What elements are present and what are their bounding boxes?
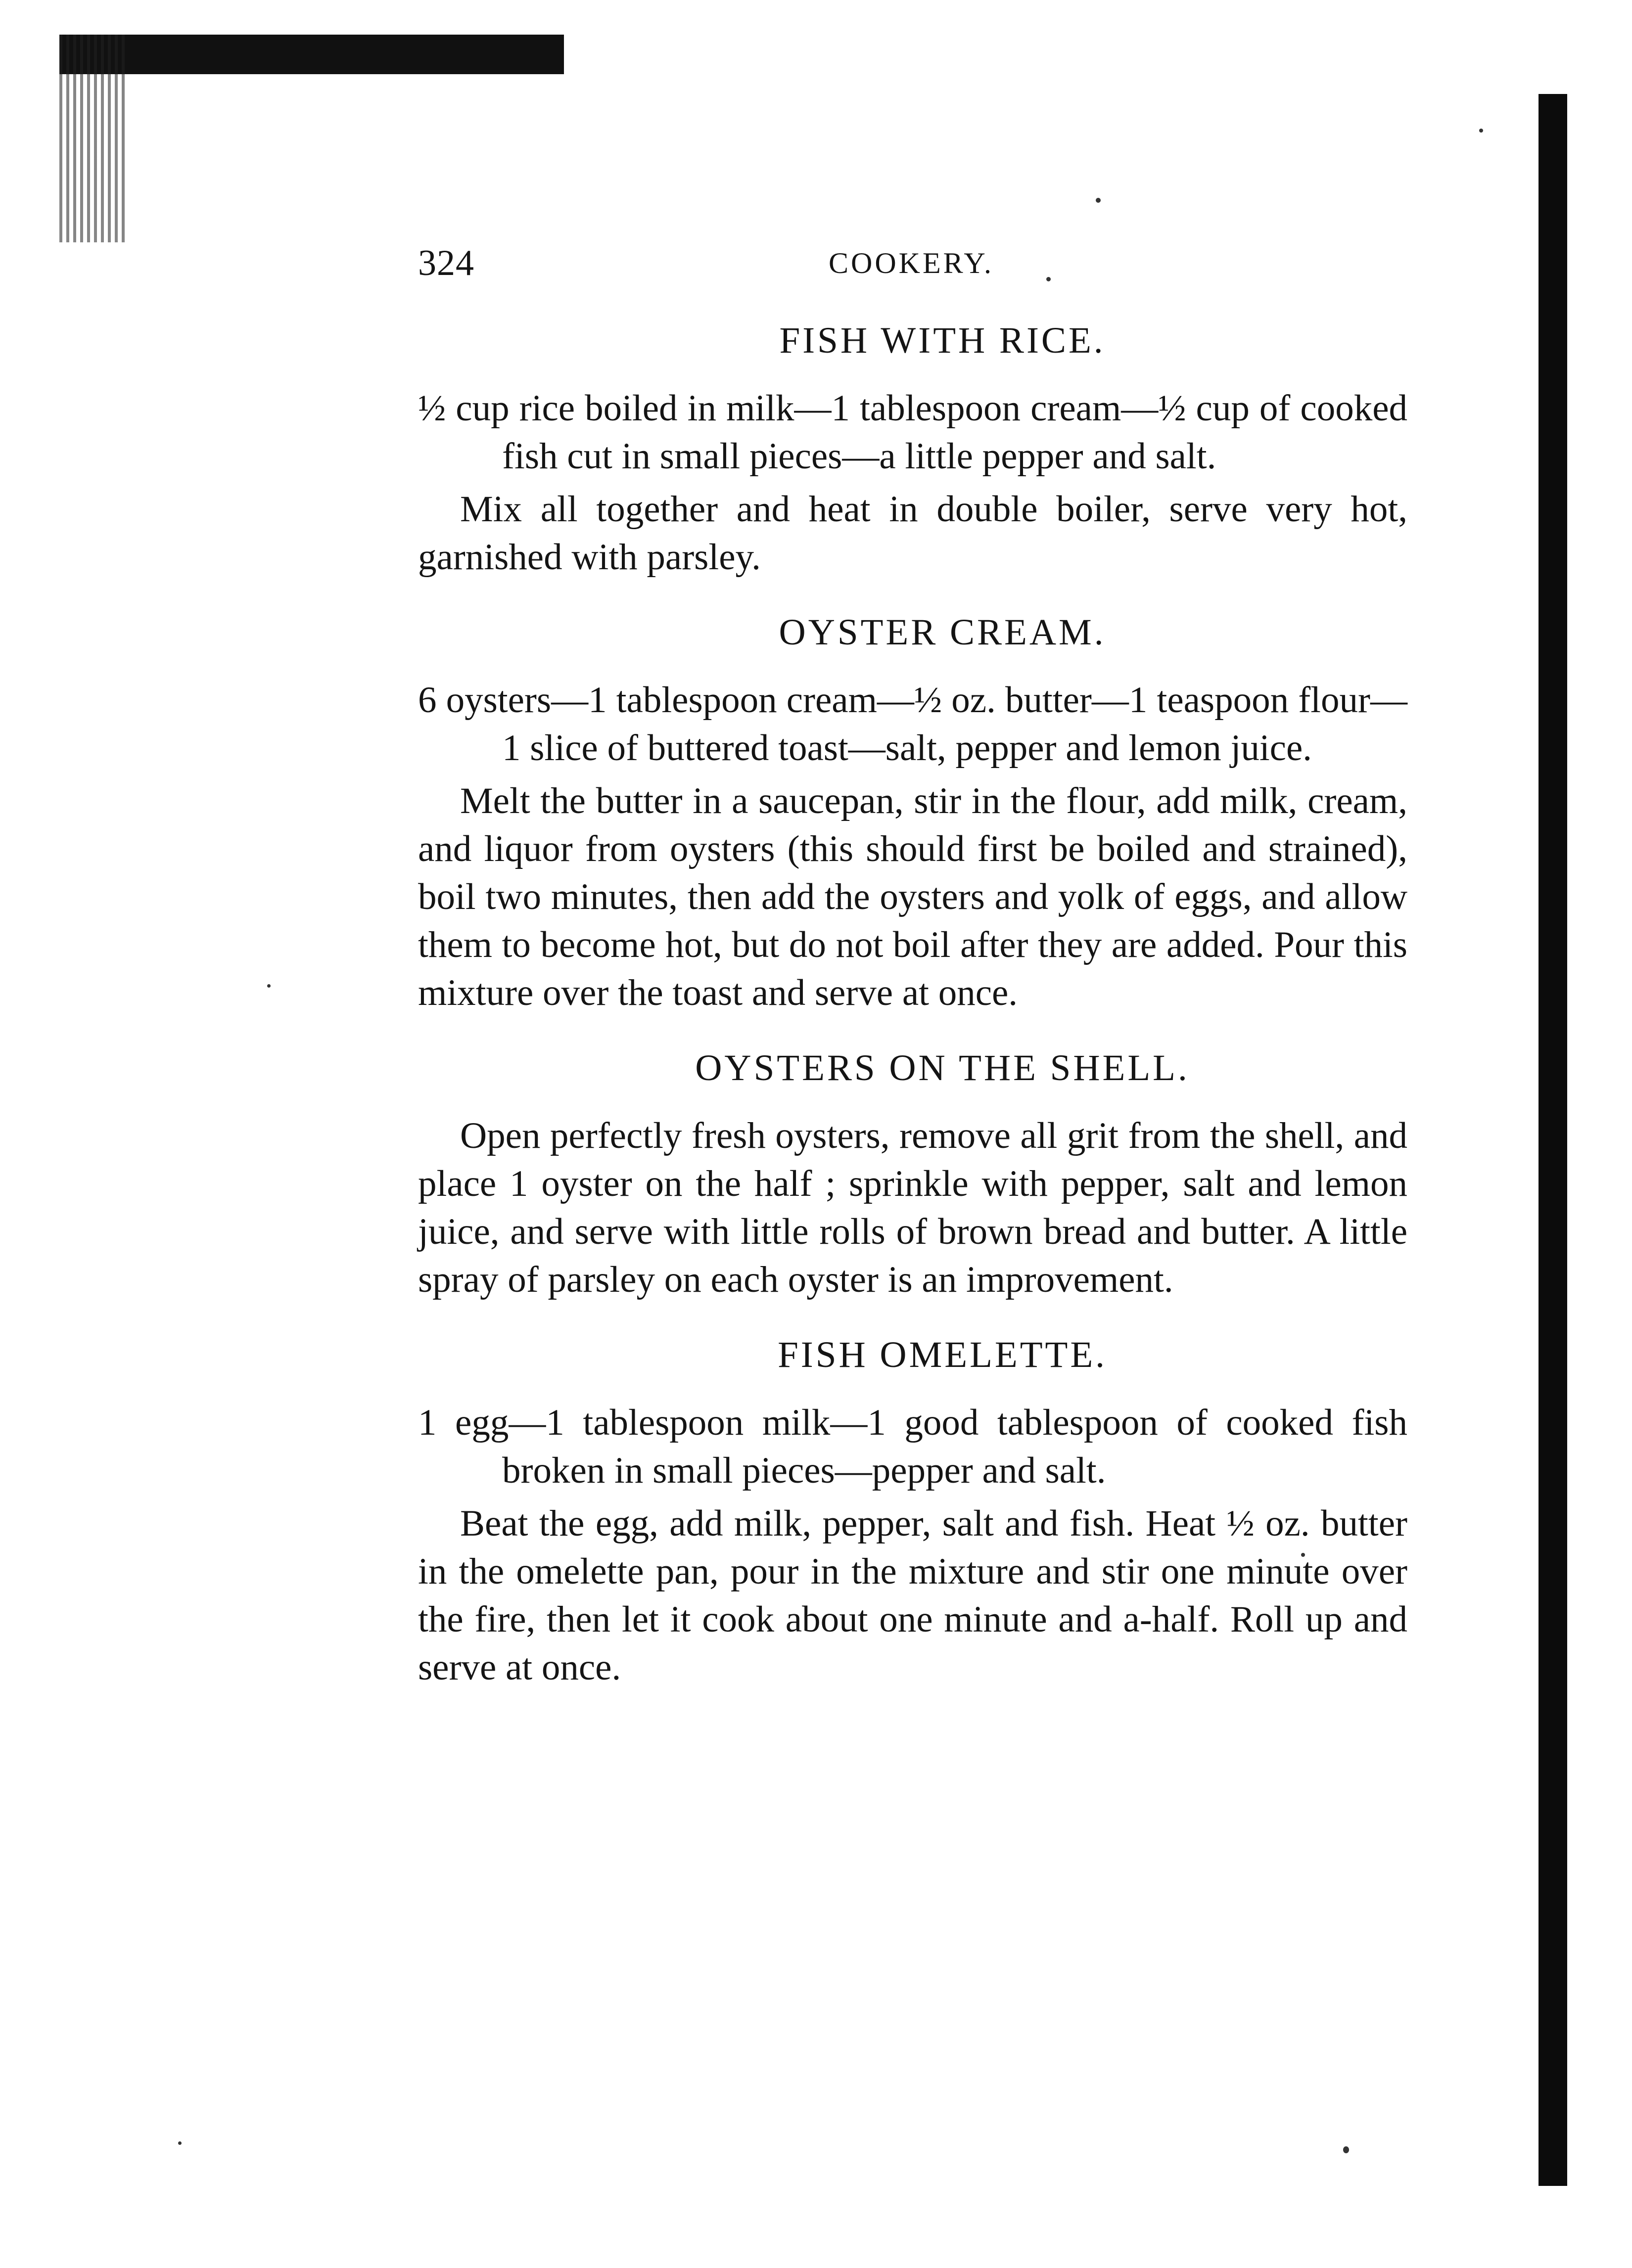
recipe-oysters-on-the-shell (418, 1044, 1407, 1304)
recipe-method: Melt the butter in a saucepan, stir in the flour, add milk, cream, and liquor from oysters (this should first be boiled and strained), boil two minutes, then add the oysters and yolk of eggs, and allow them to become hot, but do not boil after they are added. Pour this mixture over the toast and serve at once. (418, 780, 1407, 1013)
recipe-title: FISH OMELETTE. (778, 1334, 1107, 1375)
page-number: 324 (418, 243, 474, 283)
recipe-fish-with-rice (418, 317, 1407, 581)
scan-border-right (1539, 94, 1567, 2186)
recipe-title: FISH WITH RICE. (779, 320, 1106, 361)
recipe-ingredients: 1 egg—1 tablespoon milk—1 good tablespoon of cooked fish broken in small pieces—pepper and salt. (418, 1402, 1407, 1491)
scan-speck (267, 984, 271, 988)
recipe-method: Open perfectly fresh oysters, remove all grit from the shell, and place 1 oyster on the half ; sprinkle with pepper, salt and lemon juice, and serve with little rolls of brown bread and butter. A little spray of parsley on each oyster is an improvement. (418, 1115, 1407, 1300)
scan-speck (1343, 2146, 1349, 2153)
scan-edge-left (59, 35, 129, 242)
recipe-oyster-cream (418, 608, 1407, 1017)
recipe-ingredients: ½ cup rice boiled in milk—1 tablespoon cream—½ cup of cooked fish cut in small pieces—a little pepper and salt. (418, 388, 1407, 477)
recipe-ingredients: 6 oysters—1 tablespoon cream—½ oz. butter—1 teaspoon flour—1 slice of buttered toast—salt, pepper and lemon juice. (418, 680, 1407, 769)
scan-speck (1479, 129, 1483, 133)
recipe-method: Beat the egg, add milk, pepper, salt and fish. Heat ½ oz. butter in the omelette pan, pour in the mixture and stir one minute over the fire, then let it cook about one minute and a-half. Roll up and serve at once. (418, 1503, 1407, 1688)
page-body (418, 317, 1407, 1691)
recipe-title: OYSTERS ON THE SHELL. (695, 1047, 1190, 1089)
scan-speck (178, 2141, 182, 2145)
recipe-method: Mix all together and heat in double boiler, serve very hot, garnished with parsley. (418, 489, 1407, 578)
recipe-title: OYSTER CREAM. (779, 612, 1106, 653)
scan-speck (1096, 198, 1101, 203)
recipe-fish-omelette (418, 1331, 1407, 1691)
running-head (418, 242, 1407, 287)
running-title: COOKERY. (829, 247, 994, 279)
scan-border-top (59, 35, 564, 74)
